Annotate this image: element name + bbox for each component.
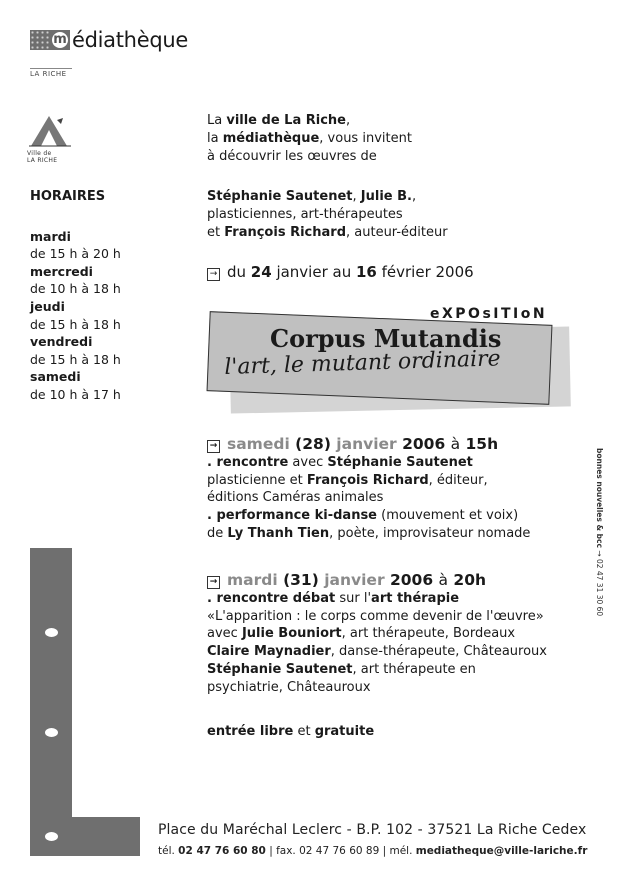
- hours-day: jeudi: [30, 298, 65, 314]
- artists-roles: plasticiennes, art-thérapeutes: [207, 206, 403, 222]
- hours-day: vendredi: [30, 334, 93, 350]
- ville-logo-label: [27, 150, 57, 164]
- hours-day: samedi: [30, 369, 81, 385]
- hours-time: de 15 h à 18 h: [30, 351, 121, 367]
- intro-city: ville de La Riche: [226, 113, 347, 128]
- hours-time: de 10 h à 18 h: [30, 281, 121, 297]
- arrow-icon: →: [207, 440, 220, 453]
- hours-title: HORAIRES: [30, 189, 106, 204]
- ville-logo-line2: LA RICHE: [27, 157, 58, 164]
- entry-info: entrée libre et gratuite: [207, 724, 375, 739]
- logo-divider: [30, 52, 72, 69]
- phone-number: 02 47 76 60 80: [178, 845, 266, 857]
- l-dot: [45, 628, 58, 637]
- artist-name: François Richard: [224, 224, 346, 240]
- hours-time: de 15 h à 20 h: [30, 246, 121, 262]
- hours-time: de 10 h à 17 h: [30, 386, 121, 402]
- hours-time: de 15 h à 18 h: [30, 316, 121, 332]
- l-dot: [45, 832, 58, 841]
- footer-contact: tél. 02 47 76 60 80 | fax. 02 47 76 60 89 | mél. mediatheque@ville-lariche.fr: [158, 845, 588, 857]
- intro-line3: à découvrir les œuvres de: [207, 148, 377, 164]
- hours-day: mercredi: [30, 263, 93, 279]
- intro-text: La ville de La Riche, la médiathèque, vous invitent à découvrir les œuvres de: [207, 113, 412, 164]
- footer-address: Place du Maréchal Leclerc - B.P. 102 - 37521 La Riche Cedex: [158, 822, 587, 838]
- ville-logo-line1: Ville de: [27, 150, 52, 157]
- arrow-icon: →: [207, 268, 220, 281]
- event-2-heading: → mardi (31) janvier 2006 à 20h: [207, 572, 547, 590]
- exhibition-title: Corpus Mutandis: [270, 324, 502, 353]
- arrow-icon: →: [207, 576, 220, 589]
- intro-mediatheque: médiathèque: [222, 130, 320, 146]
- l-dot: [45, 728, 58, 737]
- artist-name: Stéphanie Sautenet: [207, 189, 353, 204]
- artist-name: Julie B.: [360, 189, 412, 204]
- logo-subtitle: LA RICHE: [30, 70, 67, 78]
- artists-text: Stéphanie Sautenet, Julie B., plasticiennes, art-thérapeutes et François Richard, auteur-éditeur: [207, 189, 448, 240]
- hours-day: mardi: [30, 228, 71, 244]
- opening-hours: [30, 188, 121, 404]
- exhibition-subtitle: l'art, le mutant ordinaire: [224, 346, 501, 380]
- exposition-label: eXPOsITIoN: [430, 306, 548, 322]
- event-1: → samedi (28) janvier 2006 à 15h . rencontre avec Stéphanie Sautenet plasticienne et François Richard, éditeur, éditions Caméras animales . performance ki-danse (mouvement et voix) de Ly Thanh Tien, poète, improvisateur nomade: [207, 435, 531, 541]
- email-link[interactable]: mediatheque@ville-lariche.fr: [415, 845, 588, 857]
- side-credit: bonnes nouvelles & bcc → 02 47 31 30 60: [595, 448, 604, 617]
- exhibition-dates: → du 24 janvier au 16 février 2006: [207, 263, 474, 281]
- event-1-heading: → samedi (28) janvier 2006 à 15h: [207, 436, 530, 454]
- logo-m-letter: m: [53, 32, 67, 47]
- event-2: → mardi (31) janvier 2006 à 20h . rencontre débat sur l'art thérapie «L'apparition : le corps comme devenir de l'œuvre» avec Julie Bouniort, art thérapeute, Bordeaux Claire Maynadier, danse-thérapeute, Châteauroux Stéphanie Sautenet, art thérapeute en psychiatrie, Châteauroux: [207, 571, 547, 695]
- logo-m-mark: [50, 30, 70, 50]
- big-l-shape: [30, 548, 72, 856]
- logo-dots: [30, 30, 50, 50]
- logo-name: édiathèque: [72, 28, 188, 52]
- ville-de-la-riche-logo: [27, 112, 77, 148]
